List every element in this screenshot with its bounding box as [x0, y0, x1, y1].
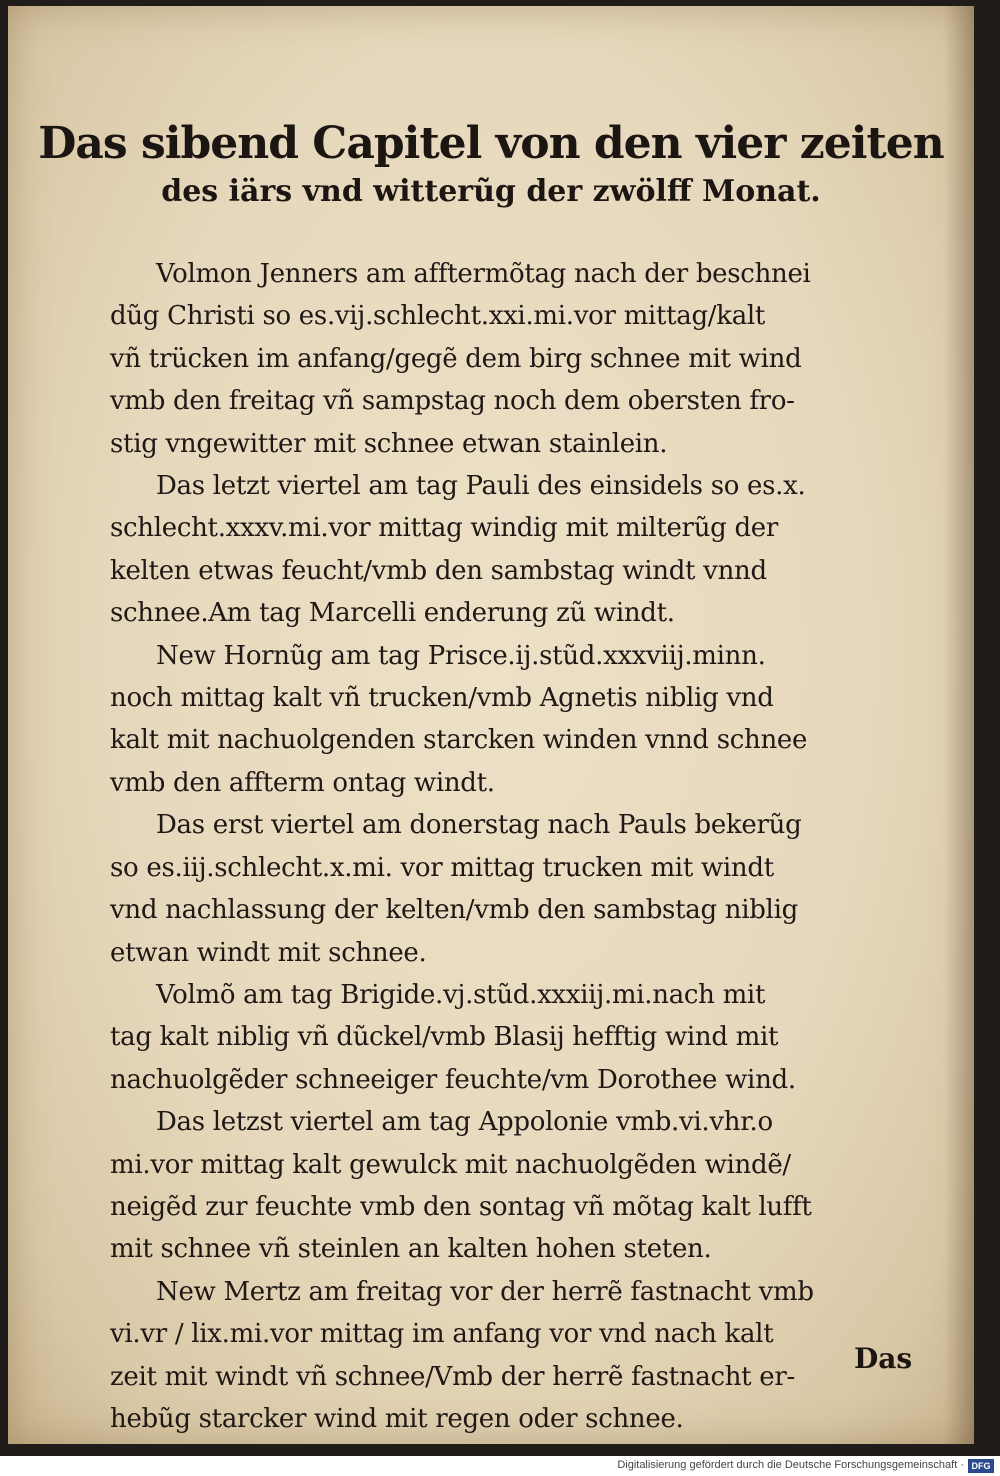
text-line: noch mittag kalt vñ trucken/vmb Agnetis niblig vnd: [110, 683, 774, 714]
text-line: kelten etwas feucht/vmb den sambstag windt vnnd: [110, 555, 767, 586]
text-line: Volmon Jenners am afftermõtag nach der beschnei: [156, 259, 811, 289]
text-line: dũg Christi so es.vij.schlecht.xxi.mi.vor mittag/kalt: [110, 301, 766, 332]
text-line: vñ trücken im anfang/gegẽ dem birg schnee mit wind: [110, 343, 802, 374]
text-line: schlecht.xxxv.mi.vor mittag windig mit milterũg der: [110, 513, 779, 544]
text-line: so es.iij.schlecht.x.mi. vor mittag trucken mit windt: [110, 852, 774, 883]
text-line: New Mertz am freitag vor der herrẽ fastnacht vmb: [156, 1276, 814, 1307]
catchword: Das: [854, 1342, 913, 1375]
text-line: schnee.Am tag Marcelli enderung zũ windt.: [110, 598, 675, 629]
body-text: [110, 253, 940, 1440]
text-line: Das letzt viertel am tag Pauli des einsidels so es.x.: [156, 471, 806, 502]
text-line: neigẽd zur feuchte vmb den sontag vñ mõtag kalt lufft: [110, 1191, 812, 1222]
text-line: tag kalt niblig vñ dũckel/vmb Blasij hefftig wind mit: [110, 1022, 779, 1053]
text-line: nachuolgẽder schneeiger feuchte/vm Dorothee wind.: [110, 1064, 796, 1095]
text-line: vmb den affterm ontag windt.: [110, 767, 495, 798]
text-line: stig vngewitter mit schnee etwan stainlein.: [110, 428, 668, 459]
text-line: New Hornũg am tag Prisce.ij.stũd.xxxviij.minn.: [156, 640, 766, 671]
text-line: Das letzst viertel am tag Appolonie vmb.vi.vhr.o: [156, 1107, 773, 1138]
text-line: vnd nachlassung der kelten/vmb den sambstag niblig: [110, 895, 798, 926]
text-line: Das erst viertel am donerstag nach Pauls bekerũg: [156, 810, 802, 841]
text-line: mi.vor mittag kalt gewulck mit nachuolgẽden windẽ/: [110, 1149, 791, 1180]
dfg-logo-icon: DFG: [968, 1459, 994, 1473]
chapter-heading: [8, 116, 974, 212]
heading-line-2: des iärs vnd witterũg der zwölff Monat.: [161, 174, 821, 209]
gutter-shadow: [944, 6, 974, 1444]
text-line: vmb den freitag vñ sampstag noch dem obersten fro‑: [110, 386, 795, 417]
text-line: Volmõ am tag Brigide.vj.stũd.xxxiij.mi.nach mit: [156, 979, 766, 1010]
text-line: etwan windt mit schnee.: [110, 937, 427, 968]
funding-notice: Digitalisierung gefördert durch die Deutsche Forschungsgemeinschaft ·: [617, 1459, 964, 1471]
footer-bar: [0, 1456, 1000, 1476]
heading-line-1: Das sibend Capitel von den vier zeiten: [38, 118, 944, 169]
text-line: zeit mit windt vñ schnee/Vmb der herrẽ fastnacht er‑: [110, 1361, 795, 1392]
text-line: kalt mit nachuolgenden starcken winden vnnd schnee: [110, 725, 808, 756]
paper-page: [8, 6, 974, 1444]
text-line: hebũg starcker wind mit regen oder schnee.: [110, 1403, 684, 1434]
text-line: mit schnee vñ steinlen an kalten hohen steten.: [110, 1234, 712, 1265]
text-line: vi.vr / lix.mi.vor mittag im anfang vor vnd nach kalt: [110, 1319, 774, 1350]
